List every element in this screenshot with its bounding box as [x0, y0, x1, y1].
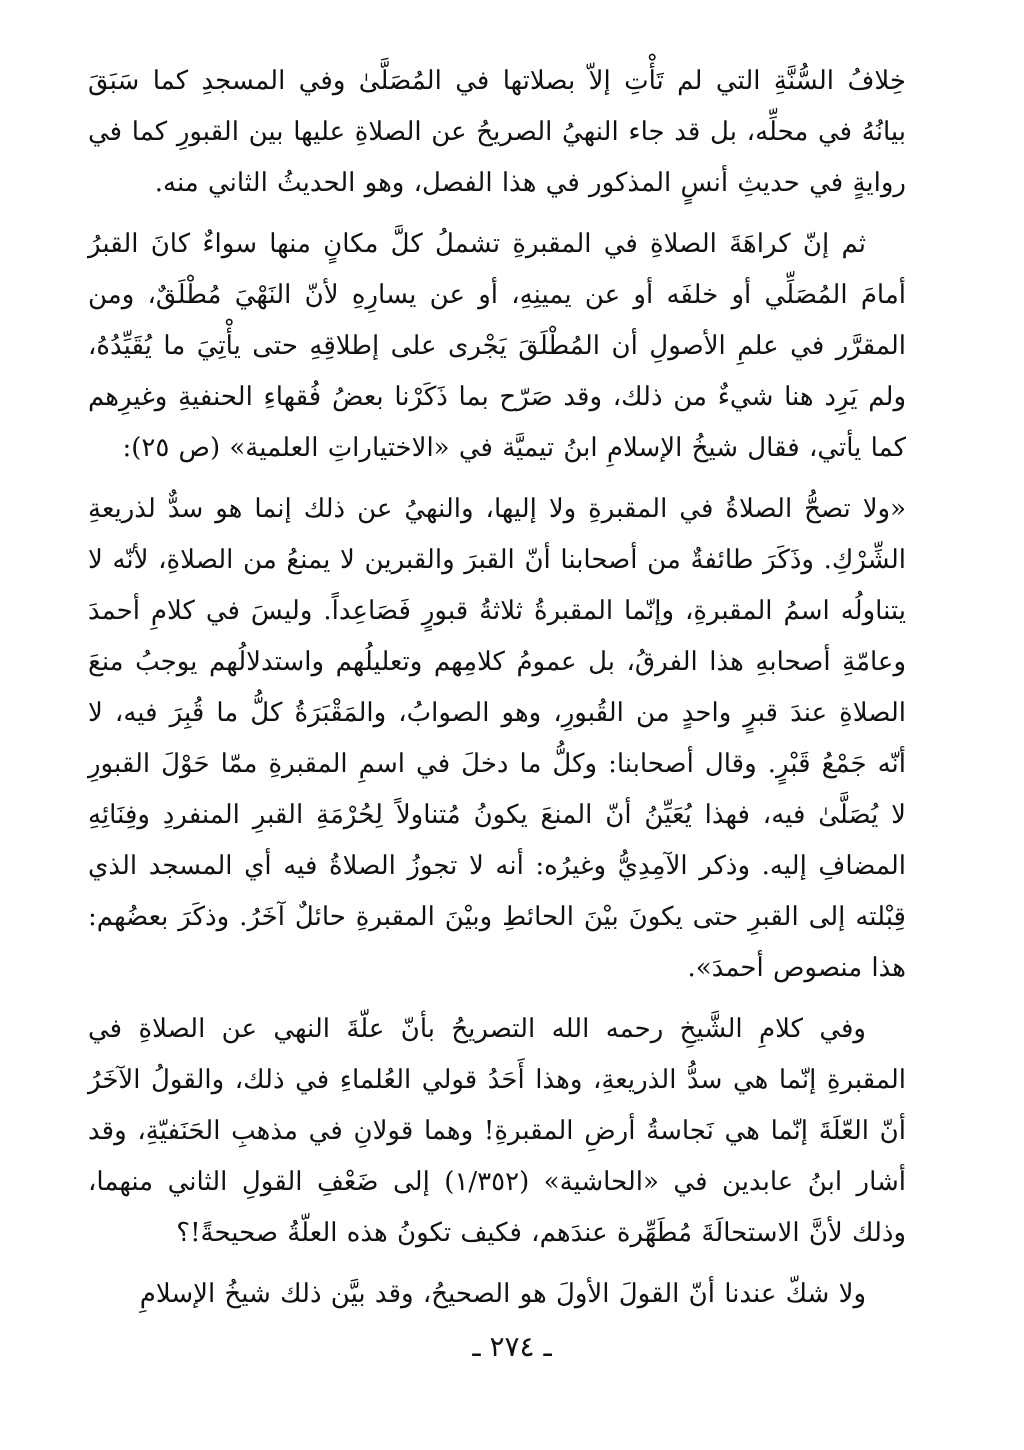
paragraph-1: خِلافُ السُّنَّةِ التي لم تَأْتِ إلاّ بصلاتها في المُصَلَّىٰ وفي المسجدِ كما سَبَقَ بيانُهُ في محلِّه، بل قد جاء النهيُ الصريحُ عن الصلاةِ عليها بين القبورِ كما في روايةٍ في حديثِ أنسٍ المذكور في هذا الفصل، وهو الحديثُ الثاني منه. — [88, 66, 906, 198]
page-body — [88, 56, 906, 1320]
paragraph-5: ولا شكّ عندنا أنّ القولَ الأولَ هو الصحيحُ، وقد بيَّن ذلك شيخُ الإسلامِ — [139, 1279, 866, 1309]
paragraph-2: ثم إنّ كراهَةَ الصلاةِ في المقبرةِ تشملُ كلَّ مكانٍ منها سواءٌ كانَ القبرُ أمامَ المُصَلِّي أو خلفَه أو عن يمينِهِ، أو عن يسارِهِ لأنّ النَهْيَ مُطْلَقٌ، ومن المقرَّر في علمِ الأصولِ أن المُطْلَقَ يَجْرى على إطلاقِهِ حتى يأْتِيَ ما يُقَيِّدُهُ، ولم يَرِد هنا شيءٌ من ذلك، وقد صَرّح بما ذَكَرْنا بعضُ فُقهاءِ الحنفيةِ وغيرِهم كما يأتي، فقال شيخُ الإسلامِ ابنُ تيميَّة في «الاختياراتِ العلمية» (ص ٢٥): — [88, 229, 906, 463]
quotation-paragraph: «ولا تصحُّ الصلاةُ في المقبرةِ ولا إليها، والنهيُ عن ذلك إنما هو سدٌّ لذريعةِ الشِّرْكِ. وذَكَرَ طائفةٌ من أصحابنا أنّ القبرَ والقبرين لا يمنعُ من الصلاةِ، لأنّه لا يتناولُه اسمُ المقبرةِ، وإنّما المقبرةُ ثلاثةُ قبورٍ فَصَاعِداً. وليسَ في كلامِ أحمدَ وعامّةِ أصحابهِ هذا الفرقُ، بل عمومُ كلامِهم وتعليلُهم واستدلالُهم يوجبُ منعَ الصلاةِ عندَ قبرٍ واحدٍ من القُبورِ، وهو الصوابُ، والمَقْبَرَةُ كلُّ ما قُبِرَ فيه، لا أنّه جَمْعُ قَبْرٍ. وقال أصحابنا: وكلُّ ما دخلَ في اسمِ المقبرةِ ممّا حَوْلَ القبورِ لا يُصَلَّىٰ فيه، فهذا يُعَيِّنُ أنّ المنعَ يكونُ مُتناولاً لِحُرْمَةِ القبرِ المنفردِ وفِنَائِهِ المضافِ إليه. وذكر الآمِدِيُّ وغيرُه: أنه لا تجوزُ الصلاةُ فيه أي المسجد الذي قِبْلته إلى القبرِ حتى يكونَ بيْنَ الحائطِ وبيْنَ المقبرةِ حائلٌ آخَرُ. وذكَرَ بعضُهم: هذا منصوص أحمدَ». — [88, 494, 907, 983]
paragraph-4: وفي كلامِ الشَّيخِ رحمه الله التصريحُ بأنّ علّةَ النهي عن الصلاةِ في المقبرةِ إنّما هي سدُّ الذريعةِ، وهذا أَحَدُ قولي العُلماءِ في ذلك، والقولُ الآخَرُ أنّ العّلَةَ إنّما هي نَجاسةُ أرضِ المقبرةِ! وهما قولانِ في مذهبِ الحَنَفيّةِ، وقد أشار ابنُ عابدين في «الحاشية» (١/٣٥٢) إلى ضَعْفِ القولِ الثاني منهما، وذلك لأنَّ الاستحالَةَ مُطَهِّرة عندَهم، فكيف تكونُ هذه العلّةُ صحيحةً!؟ — [88, 1014, 907, 1248]
page-number: ـ ٢٧٤ ـ — [472, 1330, 552, 1363]
